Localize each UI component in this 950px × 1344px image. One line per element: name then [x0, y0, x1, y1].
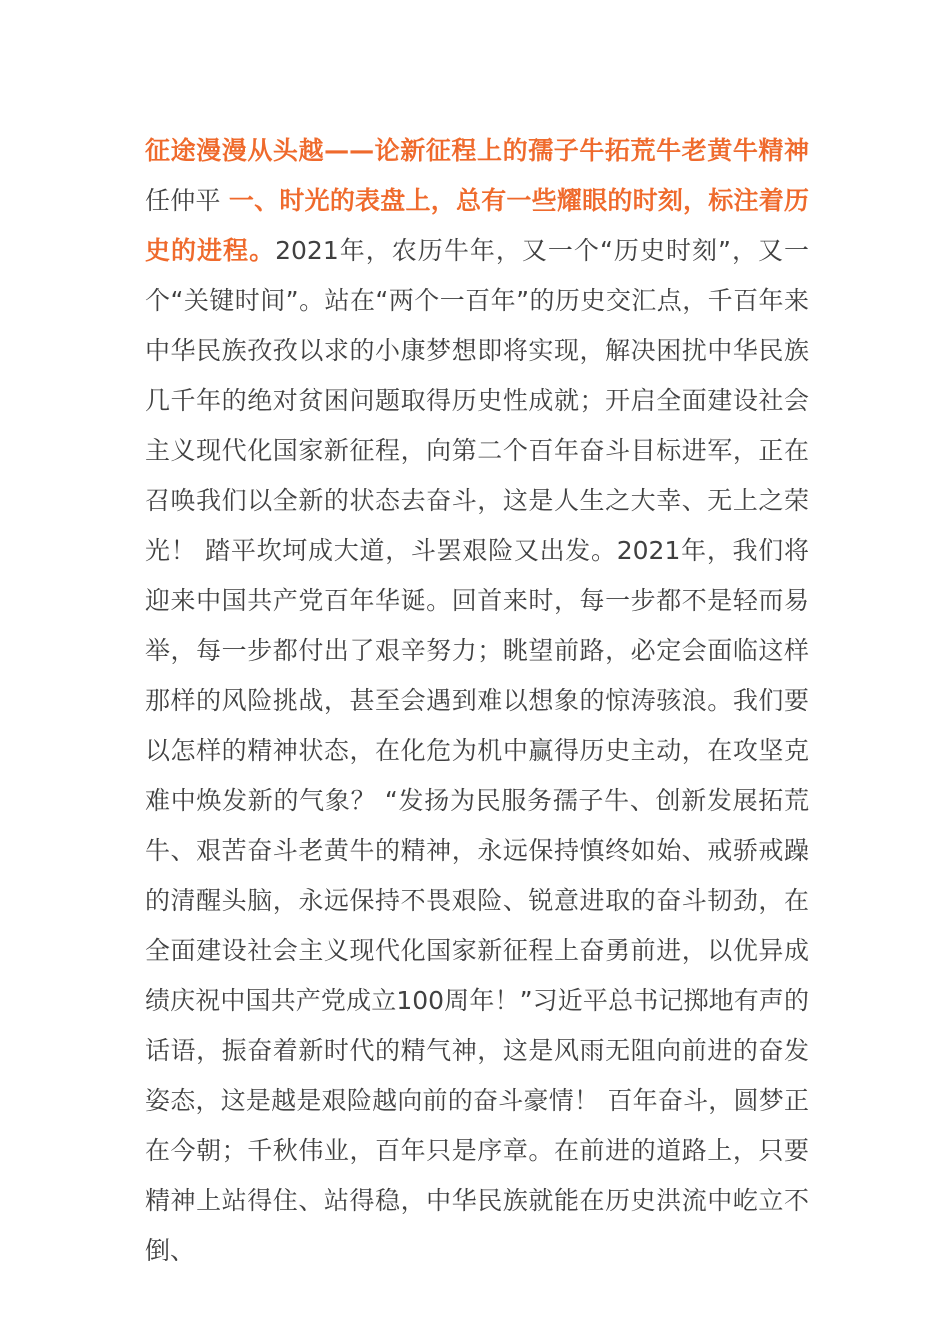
article-body: 2021年，农历牛年，又一个“历史时刻”，又一个“关键时间”。站在“两个一百年”的历史交汇点，千百年来中华民族孜孜以求的小康梦想即将实现，解决困扰中华民族几千年的绝对贫困问题取得历史性成就；开启全面建设社会主义现代化国家新征程，向第二个百年奋斗目标进军，正在召唤我们以全新的状态去奋斗，这是人生之大幸、无上之荣光！ 踏平坎坷成大道，斗罢艰险又出发。2021年，我们将迎来中国共产党百年华诞。回首来时，每一步都不是轻而易举，每一步都付出了艰辛努力；眺望前路，必定会面临这样那样的风险挑战，甚至会遇到难以想象的惊涛骇浪。我们要以怎样的精神状态，在化危为机中赢得历史主动，在攻坚克难中焕发新的气象？ “发扬为民服务孺子牛、创新发展拓荒牛、艰苦奋斗老黄牛的精神，永远保持慎终如始、戒骄戒躁的清醒头脑，永远保持不畏艰险、锐意进取的奋斗韧劲，在全面建设社会主义现代化国家新征程上奋勇前进，以优异成绩庆祝中国共产党成立100周年！”习近平总书记掷地有声的话语，振奋着新时代的精气神，这是风雨无阻向前进的奋发姿态，这是越是艰险越向前的奋斗豪情！ 百年奋斗，圆梦正在今朝；千秋伟业，百年只是序章。在前进的道路上，只要精神上站得住、站得稳，中华民族就能在历史洪流中屹立不倒、	[145, 236, 809, 1265]
article-text	[145, 126, 809, 1276]
article-author: 任仲平	[145, 186, 221, 215]
section-heading: 一、时光的表盘上，总有一些耀眼的时刻，标注着历史的进程。	[145, 186, 809, 265]
article-title: 征途漫漫从头越——论新征程上的孺子牛拓荒牛老黄牛精神	[145, 136, 809, 165]
